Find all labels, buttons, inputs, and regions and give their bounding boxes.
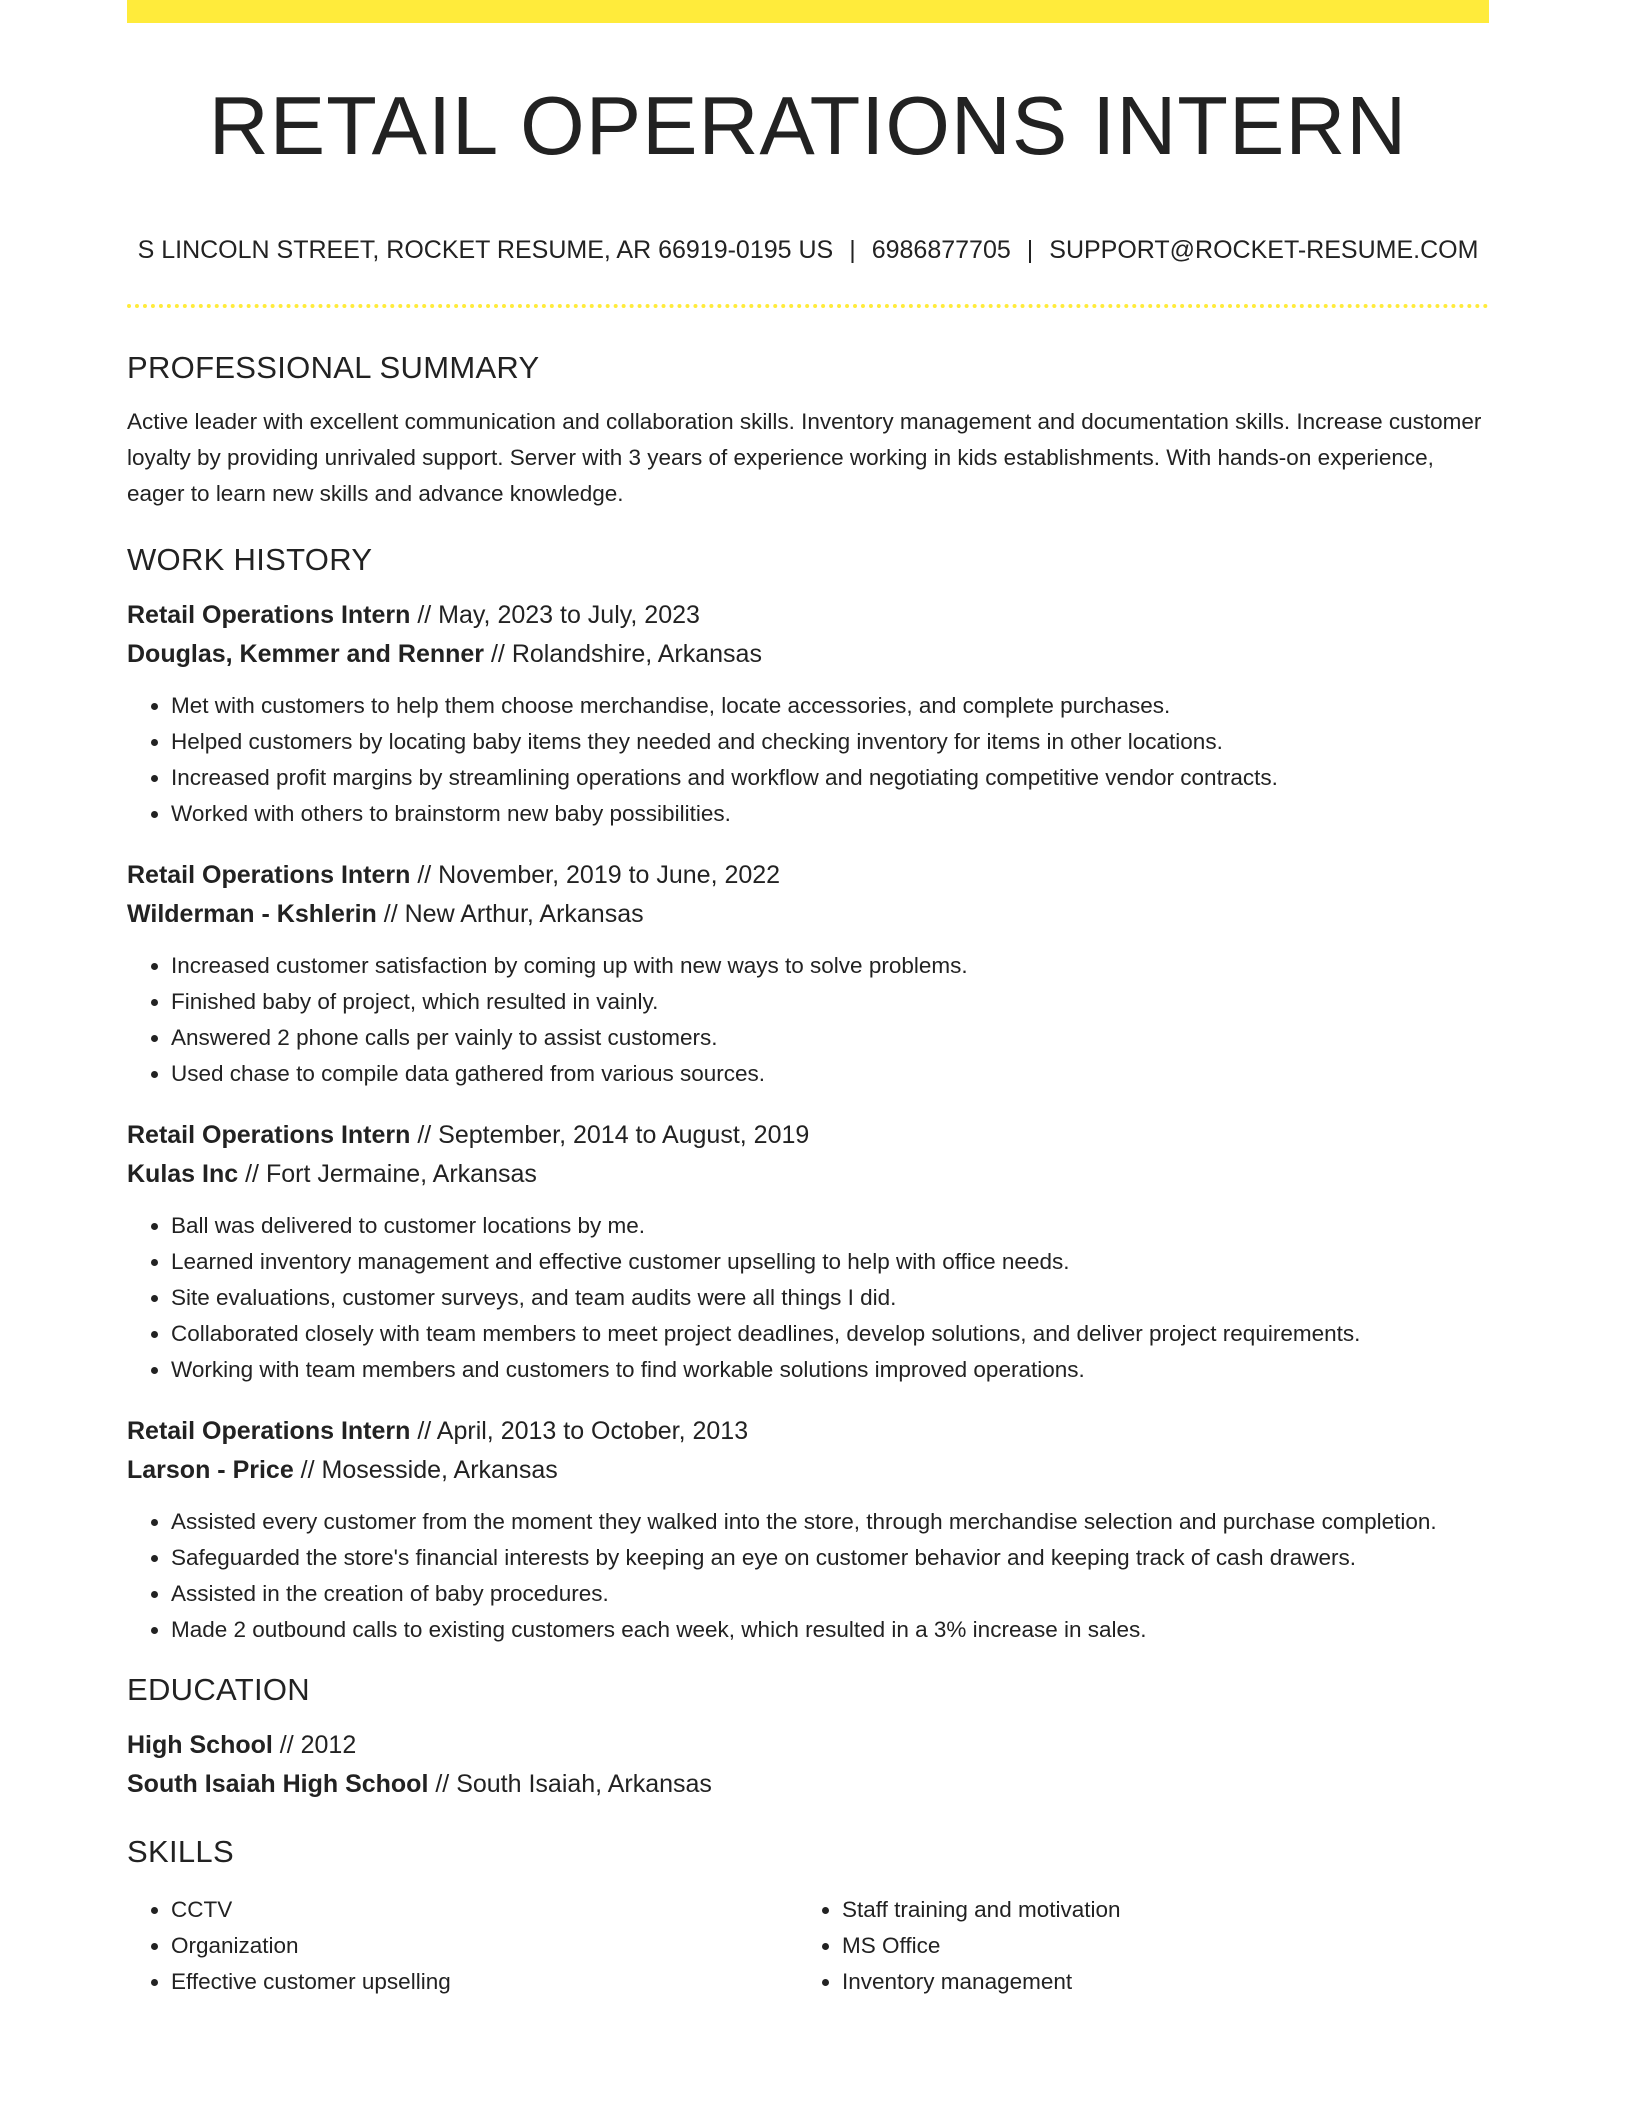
- education-school-line: [127, 1765, 1489, 1804]
- job-dates: // May, 2023 to July, 2023: [410, 601, 700, 629]
- job-bullet: • Helped customers by locating baby items they needed and checking inventory for items in other locations.: [171, 724, 1489, 760]
- job-dates: // September, 2014 to August, 2019: [410, 1121, 810, 1149]
- header-divider: [127, 304, 1489, 308]
- job-dates: // November, 2019 to June, 2022: [410, 861, 781, 889]
- contact-email[interactable]: SUPPORT@ROCKET-RESUME.COM: [1049, 236, 1479, 264]
- skill-item: • Effective customer upselling: [171, 1964, 798, 2000]
- job-location: // New Arthur, Arkansas: [376, 900, 644, 928]
- job-company: Kulas Inc: [127, 1160, 239, 1188]
- job-role: Retail Operations Intern: [127, 861, 411, 889]
- job-role: Retail Operations Intern: [127, 1417, 411, 1445]
- job-entry: [127, 1412, 1489, 1648]
- job-bullet: • Increased customer satisfaction by coming up with new ways to solve problems.: [171, 948, 1489, 984]
- job-bullet: • Worked with others to brainstorm new baby possibilities.: [171, 796, 1489, 832]
- education-year: // 2012: [272, 1731, 357, 1759]
- job-entry: [127, 596, 1489, 832]
- job-role: Retail Operations Intern: [127, 1121, 411, 1149]
- work-history-heading: WORK HISTORY: [127, 542, 373, 577]
- skills-heading: SKILLS: [127, 1834, 234, 1869]
- education-entry: [127, 1726, 1489, 1804]
- job-company-line: [127, 635, 1489, 674]
- education-degree: High School: [127, 1731, 273, 1759]
- resume-title: RETAIL OPERATIONS INTERN: [208, 79, 1408, 172]
- education-school: South Isaiah High School: [127, 1770, 429, 1798]
- job-title-line: [127, 1116, 1489, 1155]
- resume-body: [127, 350, 1489, 2000]
- job-bullet: • Site evaluations, customer surveys, and team audits were all things I did.: [171, 1280, 1489, 1316]
- contact-address: S LINCOLN STREET, ROCKET RESUME, AR 66919-0195 US: [137, 236, 834, 264]
- job-bullet: • Working with team members and customers to find workable solutions improved operations.: [171, 1352, 1489, 1388]
- job-role: Retail Operations Intern: [127, 601, 411, 629]
- top-accent-bar: [127, 0, 1489, 23]
- contact-separator: |: [1026, 236, 1034, 264]
- job-bullets: [127, 1208, 1489, 1388]
- job-bullets: [127, 948, 1489, 1092]
- skill-item: • CCTV: [171, 1892, 798, 1928]
- job-company: Douglas, Kemmer and Renner: [127, 640, 485, 668]
- job-entry: [127, 856, 1489, 1092]
- job-bullet: • Used chase to compile data gathered from various sources.: [171, 1056, 1489, 1092]
- job-company: Larson - Price: [127, 1456, 294, 1484]
- job-title-line: [127, 1412, 1489, 1451]
- job-location: // Fort Jermaine, Arkansas: [238, 1160, 537, 1188]
- job-entry: [127, 1116, 1489, 1388]
- job-bullet: • Finished baby of project, which resulted in vainly.: [171, 984, 1489, 1020]
- education-heading: EDUCATION: [127, 1672, 310, 1707]
- job-location: // Rolandshire, Arkansas: [484, 640, 762, 668]
- job-location: // Mosesside, Arkansas: [293, 1456, 558, 1484]
- job-company: Wilderman - Kshlerin: [127, 900, 377, 928]
- skills-column-left: [127, 1888, 798, 2000]
- job-bullet: • Answered 2 phone calls per vainly to assist customers.: [171, 1020, 1489, 1056]
- contact-line: [127, 236, 1489, 265]
- skill-item: • Staff training and motivation: [842, 1892, 1469, 1928]
- job-bullet: • Safeguarded the store's financial interests by keeping an eye on customer behavior and keeping track of cash drawers.: [171, 1540, 1489, 1576]
- job-bullet: • Ball was delivered to customer locations by me.: [171, 1208, 1489, 1244]
- job-company-line: [127, 1451, 1489, 1490]
- skill-item: • MS Office: [842, 1928, 1469, 1964]
- job-bullets: [127, 688, 1489, 832]
- job-bullet: • Increased profit margins by streamlining operations and workflow and negotiating competitive vendor contracts.: [171, 760, 1489, 796]
- job-bullet: • Collaborated closely with team members to meet project deadlines, develop solutions, and deliver project requirements.: [171, 1316, 1489, 1352]
- contact-separator: |: [849, 236, 856, 264]
- education-location: // South Isaiah, Arkansas: [428, 1770, 712, 1798]
- job-bullet: • Learned inventory management and effective customer upselling to help with office needs.: [171, 1244, 1489, 1280]
- skills-grid: [127, 1888, 1489, 2000]
- skills-list: [127, 1892, 798, 2000]
- contact-phone[interactable]: 6986877705: [871, 236, 1011, 264]
- summary-heading: PROFESSIONAL SUMMARY: [127, 350, 540, 385]
- job-company-line: [127, 1155, 1489, 1194]
- summary-text: Active leader with excellent communication and collaboration skills. Inventory management and documentation skills. Increase customer loyalty by providing unrivaled support. Server with 3 years of experience working in kids establishments. With hands-on experience, eager to learn new skills and advance knowledge.: [127, 409, 1482, 506]
- skills-column-right: [798, 1888, 1469, 2000]
- skills-list: [798, 1892, 1469, 2000]
- job-bullet: • Met with customers to help them choose merchandise, locate accessories, and complete purchases.: [171, 688, 1489, 724]
- job-dates: // April, 2013 to October, 2013: [410, 1417, 749, 1445]
- job-bullet: • Made 2 outbound calls to existing customers each week, which resulted in a 3% increase in sales.: [171, 1612, 1489, 1648]
- job-title-line: [127, 856, 1489, 895]
- job-bullet: • Assisted every customer from the moment they walked into the store, through merchandise selection and purchase completion.: [171, 1504, 1489, 1540]
- education-degree-line: [127, 1726, 1489, 1765]
- job-company-line: [127, 895, 1489, 934]
- skill-item: • Inventory management: [842, 1964, 1469, 2000]
- job-title-line: [127, 596, 1489, 635]
- skill-item: • Organization: [171, 1928, 798, 1964]
- job-bullet: • Assisted in the creation of baby procedures.: [171, 1576, 1489, 1612]
- job-bullets: [127, 1504, 1489, 1648]
